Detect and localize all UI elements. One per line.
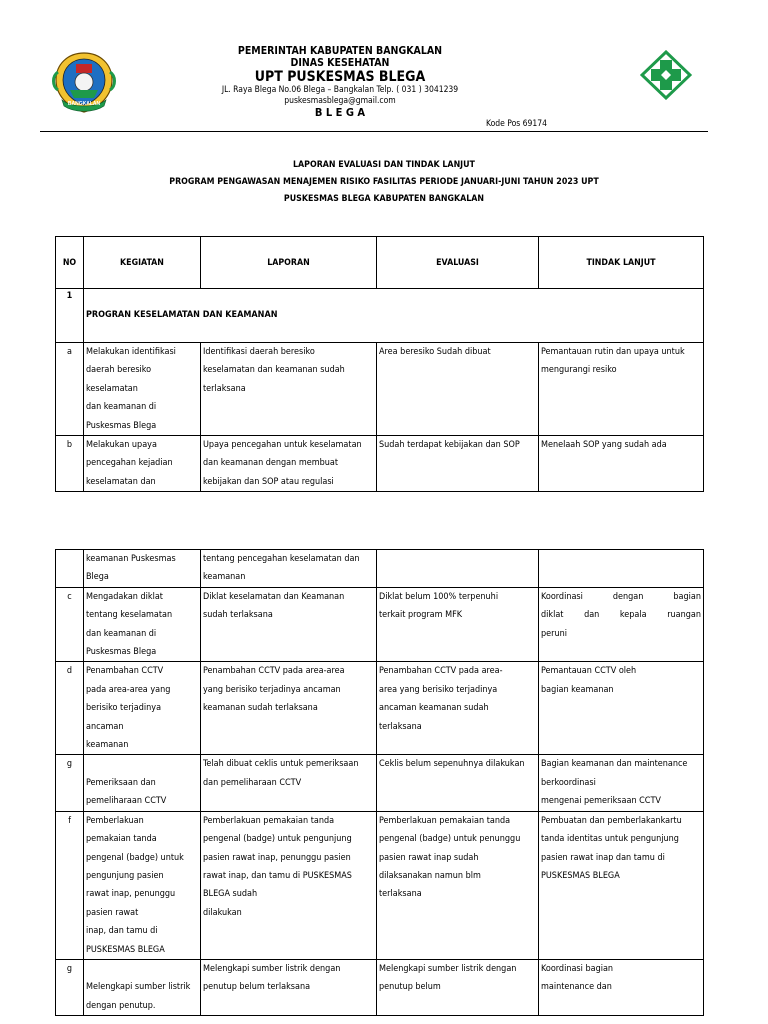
section-title: PROGRAN KESELAMATAN DAN KEAMANAN — [84, 289, 704, 343]
cell-line: Blega — [86, 572, 109, 583]
cell-evaluasi — [377, 959, 539, 1015]
cell-line: Ceklis belum sepenuhnya dilakukan — [379, 759, 525, 770]
cell-line: tanda identitas untuk pengunjung — [541, 834, 679, 845]
cell-line: rawat inap, penunggu — [86, 889, 176, 900]
cell-tindak — [539, 755, 704, 811]
cell-line — [86, 960, 198, 978]
cell-line: pasien rawat inap dan tamu di — [541, 852, 665, 863]
cell-evaluasi — [377, 755, 539, 811]
cell-evaluasi — [377, 436, 539, 492]
cell-tindak — [539, 343, 704, 436]
cell-line: Melengkapi sumber listrik — [86, 982, 191, 993]
cell-kegiatan — [84, 811, 201, 959]
header-email: puskesmasblega@gmail.com — [284, 96, 396, 106]
row-number: g — [56, 755, 84, 811]
header-postal-code: Kode Pos 69174 — [486, 119, 547, 129]
report-subtitle-2: PUSKESMAS BLEGA KABUPATEN BANGKALAN — [283, 194, 485, 204]
cell-line: penutup belum terlaksana — [203, 982, 311, 993]
cell-line: yang berisiko terjadinya ancaman — [203, 684, 341, 695]
cell-kegiatan — [84, 959, 201, 1015]
header-address: JL. Raya Blega No.06 Blega – Bangkalan Telp. ( 031 ) 3041239 — [221, 85, 459, 95]
cell-laporan — [201, 587, 377, 662]
table-row — [56, 436, 704, 492]
row-number: f — [56, 811, 84, 959]
cell-line: Pemantauan CCTV oleh — [541, 666, 637, 677]
cell-line: terlaksana — [379, 889, 422, 900]
cell-line: Melengkapi sumber listrik dengan — [203, 963, 341, 974]
cell-line: dengan penutup. — [86, 1000, 156, 1011]
cell-line: tentang keselamatan — [86, 610, 173, 621]
cell-laporan — [201, 959, 377, 1015]
header-gov-line: PEMERINTAH KABUPATEN BANGKALAN — [237, 45, 443, 57]
cell-line: Pemberlakuan pemakaian tanda — [379, 815, 511, 826]
cell-line: bagian keamanan — [541, 684, 614, 695]
col-header-tindak-lanjut: TINDAK LANJUT — [539, 237, 704, 289]
row-number: b — [56, 436, 84, 492]
logo-ribbon-text: BANGKALAN — [67, 101, 101, 107]
cell-line: Bagian keamanan dan maintenance — [541, 759, 688, 770]
cell-line: Pemberlakuan — [86, 815, 144, 826]
cell-line: terkait program MFK — [379, 610, 463, 621]
cell-line: dan keamanan dengan membuat — [203, 458, 338, 469]
cell-evaluasi — [377, 550, 539, 588]
cell-line: keamanan — [86, 740, 129, 751]
cell-line: keselamatan dan keamanan sudah — [203, 365, 345, 376]
cell-line: keamanan Puskesmas — [86, 554, 176, 564]
cell-line: mengenai pemeriksaan CCTV — [541, 796, 661, 807]
cell-laporan — [201, 343, 377, 436]
cell-line: Melakukan identifikasi — [86, 347, 176, 357]
cell-line: ancaman keamanan sudah — [379, 703, 489, 714]
cell-line: Puskesmas Blega — [86, 420, 157, 431]
section-number: 1 — [56, 289, 84, 343]
cell-line: terlaksana — [203, 383, 246, 394]
cell-line: keselamatan dan — [86, 476, 156, 487]
cell-line — [86, 755, 198, 773]
cell-line: dilakukan — [203, 907, 242, 918]
cell-line: pasien rawat inap sudah — [379, 852, 479, 863]
cell-kegiatan — [84, 662, 201, 755]
report-table-page1 — [55, 236, 704, 492]
col-header-laporan: LAPORAN — [201, 237, 377, 289]
cell-line: Pemantauan rutin dan upaya untuk — [541, 347, 685, 357]
cell-line: Koordinasi dengan bagian — [541, 591, 701, 602]
cell-line: Koordinasi bagian — [541, 963, 614, 974]
header-org-name: UPT PUSKESMAS BLEGA — [254, 69, 426, 85]
cell-line: Identifikasi daerah beresiko — [203, 347, 315, 357]
table-row — [56, 587, 704, 662]
cell-line: pasien rawat inap, penunggu pasien — [203, 852, 351, 863]
cell-line: pemeliharaan CCTV — [86, 796, 167, 807]
cell-line: sudah terlaksana — [203, 610, 273, 621]
cell-line: inap, dan tamu di — [86, 926, 158, 937]
row-number: a — [56, 343, 84, 436]
cell-line: berisiko terjadinya — [86, 703, 162, 714]
cell-line: kebijakan dan SOP atau regulasi — [203, 476, 334, 487]
cell-line: PUSKESMAS BLEGA — [541, 870, 620, 881]
cell-line: rawat inap, dan tamu di PUSKESMAS — [203, 870, 352, 881]
report-title: LAPORAN EVALUASI DAN TINDAK LANJUT — [293, 160, 475, 170]
col-header-no: NO — [56, 237, 84, 289]
cell-line: pencegahan kejadian — [86, 458, 173, 469]
cell-line: dilaksanakan namun blm — [379, 870, 481, 881]
cell-line: Diklat keselamatan dan Keamanan — [203, 591, 345, 602]
table-row — [56, 811, 704, 959]
cell-laporan — [201, 662, 377, 755]
cell-kegiatan — [84, 755, 201, 811]
cell-kegiatan — [84, 343, 201, 436]
row-number — [56, 550, 84, 588]
cell-line: area yang berisiko terjadinya — [379, 684, 498, 695]
cell-line: mengurangi resiko — [541, 365, 617, 376]
cell-line: dan keamanan di — [86, 628, 157, 639]
cell-tindak — [539, 587, 704, 662]
cell-line: Diklat belum 100% terpenuhi — [379, 591, 499, 602]
section-row — [56, 289, 704, 343]
cell-line: Upaya pencegahan untuk keselamatan — [203, 440, 362, 451]
cell-line: maintenance dan — [541, 982, 612, 993]
cell-line: Melengkapi sumber listrik dengan — [379, 963, 517, 974]
header-divider — [40, 131, 708, 132]
cell-evaluasi — [377, 343, 539, 436]
cell-line: pemakaian tanda — [86, 834, 157, 845]
cell-laporan — [201, 436, 377, 492]
cell-line: Sudah terdapat kebijakan dan SOP — [379, 440, 520, 451]
cell-line: daerah beresiko — [86, 365, 152, 376]
cell-line: dan keamanan di — [86, 402, 157, 413]
table-row — [56, 550, 704, 588]
cell-line: pengenal (badge) untuk penunggu — [379, 834, 521, 845]
cell-line: Telah dibuat ceklis untuk pemeriksaan — [203, 759, 359, 770]
table-header-row — [56, 237, 704, 289]
cell-line: pengenal (badge) untuk — [86, 852, 184, 863]
cell-line: keamanan sudah terlaksana — [203, 703, 318, 714]
cell-evaluasi — [377, 662, 539, 755]
cell-line: Pemeriksaan dan — [86, 777, 156, 788]
cell-line: Mengadakan diklat — [86, 591, 163, 602]
cell-tindak — [539, 550, 704, 588]
puskesmas-logo — [640, 50, 692, 100]
row-number: c — [56, 587, 84, 662]
cell-line: peruni — [541, 628, 567, 639]
cell-tindak — [539, 959, 704, 1015]
cell-tindak — [539, 662, 704, 755]
cell-laporan — [201, 550, 377, 588]
cell-line: Melakukan upaya — [86, 440, 157, 451]
report-table-page2 — [55, 549, 704, 1016]
cell-line: pasien rawat — [86, 907, 139, 918]
table-row — [56, 755, 704, 811]
cell-line: BLEGA sudah — [203, 889, 258, 900]
col-header-evaluasi: EVALUASI — [377, 237, 539, 289]
table-row — [56, 959, 704, 1015]
cell-line: Puskesmas Blega — [86, 647, 157, 658]
cell-line: keamanan — [203, 572, 246, 583]
row-number: g — [56, 959, 84, 1015]
cell-line: Penambahan CCTV — [86, 666, 164, 677]
report-subtitle: PROGRAM PENGAWASAN MENAJEMEN RISIKO FASILITAS PERIODE JANUARI-JUNI TAHUN 2023 UPT — [169, 177, 599, 187]
cell-kegiatan — [84, 587, 201, 662]
cell-line: pengunjung pasien — [86, 870, 164, 881]
cell-line: berkoordinasi — [541, 777, 596, 788]
cell-line: Pemberlakuan pemakaian tanda — [203, 815, 335, 826]
cell-line: Menelaah SOP yang sudah ada — [541, 440, 667, 451]
regency-logo — [50, 50, 118, 116]
cell-line: ancaman — [86, 721, 124, 732]
cell-line: Area beresiko Sudah dibuat — [379, 347, 491, 357]
cell-line: penutup belum — [379, 982, 441, 993]
cell-evaluasi — [377, 587, 539, 662]
cell-line: pada area-area yang — [86, 684, 171, 695]
cell-kegiatan — [84, 436, 201, 492]
row-number: d — [56, 662, 84, 755]
cell-laporan — [201, 811, 377, 959]
cell-laporan — [201, 755, 377, 811]
col-header-kegiatan: KEGIATAN — [84, 237, 201, 289]
cell-line: Pembuatan dan pemberlakankartu — [541, 815, 682, 826]
cell-kegiatan — [84, 550, 201, 588]
table-row — [56, 343, 704, 436]
cell-line: pengenal (badge) untuk pengunjung — [203, 834, 352, 845]
cell-line: terlaksana — [379, 721, 422, 732]
cell-line: keselamatan — [86, 383, 138, 394]
header-dept-line: DINAS KESEHATAN — [290, 57, 390, 69]
cell-line: Penambahan CCTV pada area-area — [203, 666, 345, 677]
cell-line: tentang pencegahan keselamatan dan — [203, 554, 360, 564]
cell-line: PUSKESMAS BLEGA — [86, 944, 165, 955]
cell-line: diklat dan kepala ruangan — [541, 610, 701, 621]
table-row — [56, 662, 704, 755]
cell-tindak — [539, 811, 704, 959]
cell-evaluasi — [377, 811, 539, 959]
header-city: B L E G A — [314, 106, 366, 119]
cell-tindak — [539, 436, 704, 492]
cell-line: Penambahan CCTV pada area- — [379, 666, 503, 677]
cell-line: dan pemeliharaan CCTV — [203, 777, 302, 788]
